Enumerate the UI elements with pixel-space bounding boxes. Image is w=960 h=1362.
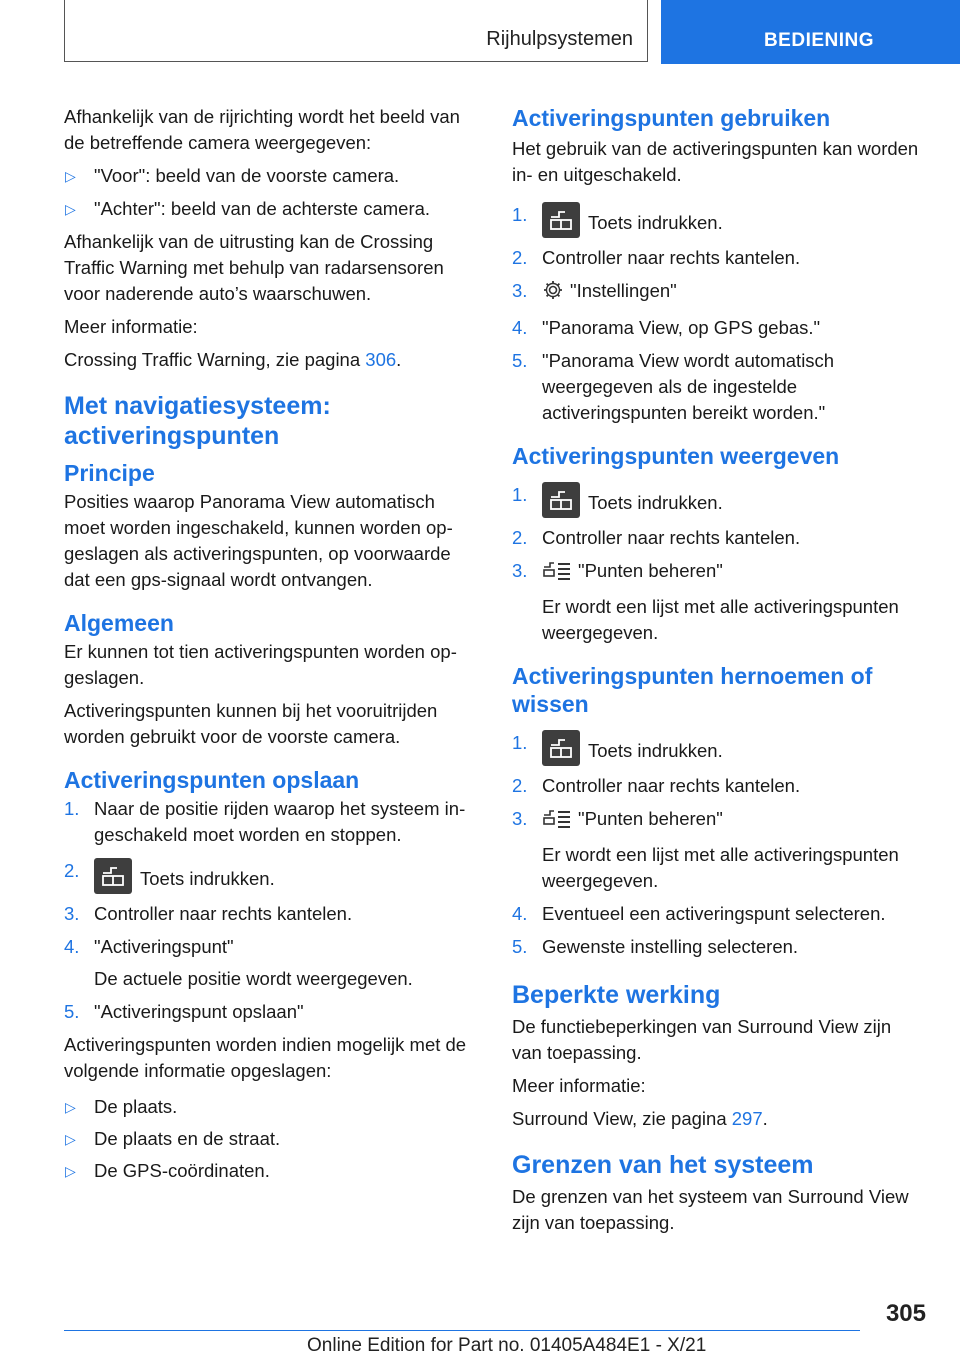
subsection-heading: Activeringspunten gebruiken bbox=[512, 105, 831, 131]
camera-key-icon bbox=[542, 482, 580, 518]
subsection-heading: Principe bbox=[64, 460, 155, 486]
list-item: 3. Controller naar rechts kantelen. bbox=[64, 903, 353, 924]
section-heading: Beperkte werking bbox=[512, 981, 721, 1009]
paragraph: Activeringspunten worden indien mogelijk met de volgende informatie opgeslagen: bbox=[64, 1034, 467, 1081]
triangle-bullet-icon: ▷ bbox=[65, 168, 76, 184]
paragraph: De functiebeperkingen van Surround View zijn van toepassing. bbox=[512, 1016, 892, 1063]
list-item: 1. Naar de positie rijden waarop het systeem ingeschakeld moet worden en stoppen. bbox=[64, 798, 466, 845]
left-column bbox=[64, 104, 478, 1191]
list-icon bbox=[542, 809, 572, 836]
right-column bbox=[512, 104, 926, 1243]
paragraph: Surround View, zie pagina 297. bbox=[512, 1108, 768, 1129]
subsection-heading: Activeringspunten opslaan bbox=[64, 767, 360, 793]
list-item: ▷ "Voor": beeld van de voorste camera. bbox=[64, 163, 478, 189]
bullet-list bbox=[64, 1094, 478, 1184]
paragraph: De grenzen van het systeem van Surround View zijn van toepassing. bbox=[512, 1186, 909, 1233]
list-item: 4. Eventueel een activeringspunt selecteren. bbox=[512, 903, 886, 924]
step-list bbox=[512, 482, 926, 646]
paragraph: Het gebruik van de activeringspunten kan worden in- en uitgeschakeld. bbox=[512, 138, 919, 185]
list-item: 4. "Panorama View, op GPS gebas." bbox=[512, 317, 821, 338]
paragraph: Afhankelijk van de rijrichting wordt het beeld van de betreffende camera weergegeven: bbox=[64, 106, 460, 153]
step-list bbox=[512, 730, 926, 960]
paragraph: Crossing Traffic Warning, zie pagina 306. bbox=[64, 349, 402, 370]
step-list bbox=[64, 796, 478, 1025]
camera-key-icon bbox=[542, 202, 580, 238]
paragraph: Activeringspunten kunnen bij het vooruitrijden worden gebruikt voor de voorste camera. bbox=[64, 700, 438, 747]
list-item: 3. "Punten beheren" Er wordt een lijst met alle activeringspunten weergegeven. bbox=[512, 560, 899, 643]
header-section-title: Rijhulpsystemen bbox=[486, 28, 633, 50]
list-item: 2. Controller naar rechts kantelen. bbox=[512, 247, 801, 268]
header-section-box bbox=[64, 0, 648, 62]
footer-edition: Online Edition for Part no. 01405A484E1 - X/21 bbox=[307, 1335, 707, 1356]
list-item: ▷ De plaats en de straat. bbox=[64, 1126, 478, 1152]
header-chapter-label: BEDIENING bbox=[763, 30, 875, 51]
list-item: 4. "Activeringspunt" De actuele positie wordt weergegeven. bbox=[64, 936, 413, 989]
list-item: 2. Toets indrukken. bbox=[64, 858, 478, 894]
triangle-bullet-icon: ▷ bbox=[65, 201, 76, 217]
triangle-bullet-icon: ▷ bbox=[65, 1099, 76, 1115]
subsection-heading: Activeringspunten hernoemen of wissen bbox=[512, 663, 873, 717]
paragraph: Meer informatie: bbox=[512, 1075, 646, 1096]
list-item: ▷ "Achter": beeld van de achterste camera. bbox=[64, 196, 478, 222]
list-item: 5. "Activeringspunt opslaan" bbox=[64, 1001, 304, 1022]
list-item: 1. Toets indrukken. bbox=[512, 202, 926, 238]
list-item: 1. Toets indrukken. bbox=[512, 730, 926, 766]
list-item: 2. Controller naar rechts kantelen. bbox=[512, 527, 801, 548]
camera-key-icon bbox=[94, 858, 132, 894]
section-heading: Grenzen van het systeem bbox=[512, 1151, 814, 1179]
paragraph: Er kunnen tot tien activeringspunten worden opgeslagen. bbox=[64, 641, 457, 688]
triangle-bullet-icon: ▷ bbox=[65, 1131, 76, 1147]
list-icon bbox=[542, 561, 572, 588]
footer-divider bbox=[64, 1330, 860, 1331]
section-heading: Met navigatiesysteem: activeringspunten bbox=[64, 392, 331, 450]
gear-icon bbox=[542, 279, 564, 308]
list-item: ▷ De plaats. bbox=[64, 1094, 478, 1120]
triangle-bullet-icon: ▷ bbox=[65, 1163, 76, 1179]
subsection-heading: Activeringspunten weergeven bbox=[512, 443, 840, 469]
list-item: 3. "Instellingen" bbox=[512, 278, 926, 308]
step-list bbox=[512, 202, 926, 426]
page-number: 305 bbox=[885, 1300, 926, 1327]
list-item: 3. "Punten beheren" Er wordt een lijst met alle activeringspunten weergegeven. bbox=[512, 808, 899, 891]
list-item: 2. Controller naar rechts kantelen. bbox=[512, 775, 801, 796]
paragraph: Meer informatie: bbox=[64, 316, 198, 337]
page-link-306[interactable]: 306 bbox=[365, 349, 397, 370]
paragraph: Afhankelijk van de uitrusting kan de Crossing Traffic Warning met behulp van radarsensoren voor naderende auto’s waarschuwen. bbox=[64, 231, 444, 304]
subsection-heading: Algemeen bbox=[64, 610, 174, 636]
list-item: 5. "Panorama View wordt automatisch weergegeven als de ingestelde activeringspunten bereikt worden." bbox=[512, 350, 835, 423]
camera-key-icon bbox=[542, 730, 580, 766]
header-chapter-tab bbox=[661, 0, 960, 64]
page-link-297[interactable]: 297 bbox=[731, 1108, 763, 1129]
list-item: 1. Toets indrukken. bbox=[512, 482, 926, 518]
list-item: 5. Gewenste instelling selecteren. bbox=[512, 936, 799, 957]
bullet-list bbox=[64, 163, 478, 222]
list-item: ▷ De GPS-coördinaten. bbox=[64, 1158, 478, 1184]
paragraph: Posities waarop Panorama View automatisch moet worden ingeschakeld, kunnen worden opgeslagen als activeringspunten, op voorwaarde dat een gps-signaal wordt ontvangen. bbox=[64, 491, 453, 590]
